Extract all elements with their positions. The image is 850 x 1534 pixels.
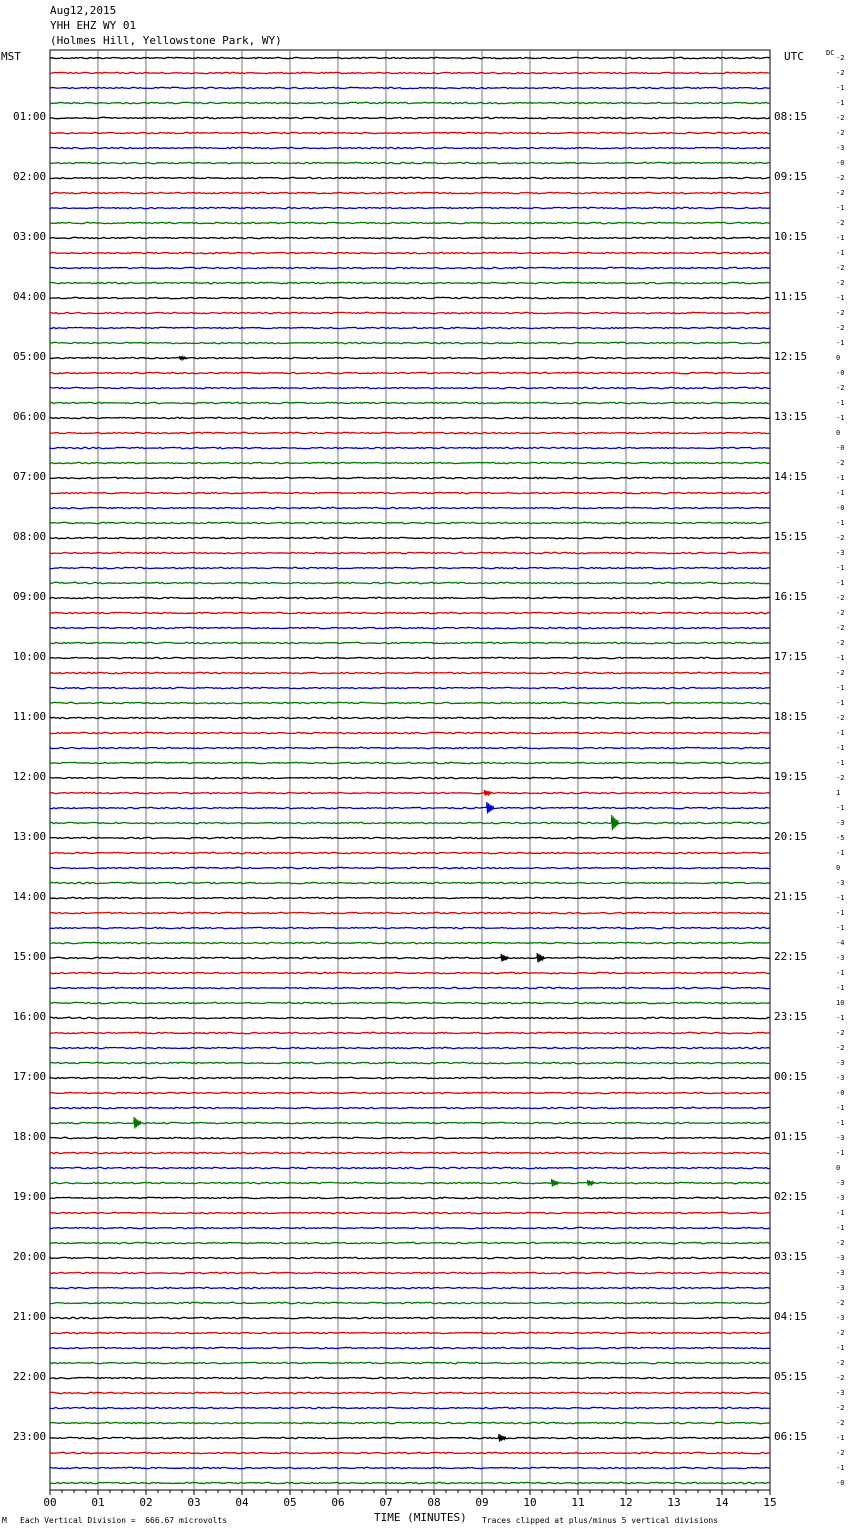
dc-offset-label: -3: [836, 1194, 845, 1202]
trace-line: [50, 1452, 770, 1453]
trace-line: [50, 1122, 770, 1123]
trace-line: [50, 1197, 770, 1198]
left-hour-label: 11:00: [13, 710, 47, 723]
header-location: (Holmes Hill, Yellowstone Park, WY): [50, 34, 282, 47]
dc-offset-label: -2: [836, 534, 845, 542]
dc-offset-label: -3: [836, 1284, 845, 1292]
trace-line: [50, 432, 770, 433]
trace-line: [50, 1182, 770, 1183]
right-hour-label: 15:15: [774, 530, 808, 543]
right-hour-label: 19:15: [774, 770, 808, 783]
dc-offset-label: -2: [836, 174, 845, 182]
dc-offset-label: -2: [836, 279, 845, 287]
x-tick-label: 15: [763, 1496, 777, 1509]
trace-line: [50, 477, 770, 478]
dc-offset-label: -1: [836, 729, 845, 737]
trace-line: [50, 147, 770, 148]
dc-offset-label: -3: [836, 819, 845, 827]
trace-line: [50, 1167, 770, 1168]
left-hour-label: 06:00: [13, 410, 47, 423]
trace-line: [50, 777, 770, 778]
dc-offset-label: -2: [836, 1419, 845, 1427]
trace-line: [50, 1287, 770, 1288]
dc-offset-label: -2: [836, 264, 845, 272]
dc-offset-label: -1: [836, 99, 845, 107]
dc-offset-label: -5: [836, 834, 845, 842]
dc-offset-label: -1: [836, 654, 845, 662]
dc-offset-label: -1: [836, 684, 845, 692]
left-hour-label: 22:00: [13, 1370, 47, 1383]
dc-offset-label: -2: [836, 1044, 845, 1052]
dc-offset-label: -2: [836, 324, 845, 332]
dc-offset-label: -1: [836, 204, 845, 212]
dc-offset-label: 0: [836, 1164, 841, 1172]
trace-line: [50, 1362, 770, 1363]
dc-offset-label: -2: [836, 1029, 845, 1037]
x-tick-label: 09: [475, 1496, 489, 1509]
dc-offset-label: -2: [836, 594, 845, 602]
right-hour-label: 18:15: [774, 710, 808, 723]
right-hour-label: 02:15: [774, 1190, 808, 1203]
trace-line: [50, 1422, 770, 1423]
trace-line: [50, 387, 770, 388]
dc-offset-label: -2: [836, 639, 845, 647]
dc-offset-label: 0: [836, 429, 841, 437]
left-hour-label: 20:00: [13, 1250, 47, 1263]
trace-line: [50, 1227, 770, 1228]
trace-line: [50, 222, 770, 223]
trace-line: [50, 507, 770, 508]
right-hour-label: 03:15: [774, 1250, 808, 1263]
dc-offset-label: -3: [836, 1254, 845, 1262]
dc-offset-label: -1: [836, 294, 845, 302]
trace-line: [50, 87, 770, 88]
trace-line: [50, 1107, 770, 1108]
trace-line: [50, 1152, 770, 1153]
trace-line: [50, 1062, 770, 1063]
dc-offset-label: -1: [836, 759, 845, 767]
right-hour-label: 12:15: [774, 350, 808, 363]
seismic-event: [499, 1434, 506, 1442]
dc-offset-label: -2: [836, 1239, 845, 1247]
trace-line: [50, 1392, 770, 1393]
trace-line: [50, 822, 770, 823]
dc-offset-label: -2: [836, 1299, 845, 1307]
trace-line: [50, 702, 770, 703]
dc-offset-label: -1: [836, 489, 845, 497]
trace-line: [50, 1482, 770, 1483]
trace-line: [50, 1212, 770, 1213]
x-tick-label: 12: [619, 1496, 633, 1509]
trace-line: [50, 1242, 770, 1243]
trace-line: [50, 1467, 770, 1468]
dc-offset-label: -1: [836, 804, 845, 812]
dc-offset-label: -1: [836, 1464, 845, 1472]
trace-line: [50, 1437, 770, 1438]
x-tick-label: 06: [331, 1496, 345, 1509]
trace-line: [50, 57, 770, 58]
trace-line: [50, 1017, 770, 1018]
dc-label: DC: [826, 49, 835, 57]
left-hour-label: 05:00: [13, 350, 47, 363]
dc-offset-label: -2: [836, 54, 845, 62]
trace-line: [50, 552, 770, 553]
dc-offset-label: -1: [836, 519, 845, 527]
dc-offset-label: -1: [836, 339, 845, 347]
dc-offset-label: -2: [836, 129, 845, 137]
dc-offset-label: -1: [836, 414, 845, 422]
left-hour-label: 14:00: [13, 890, 47, 903]
trace-line: [50, 672, 770, 673]
right-hour-label: 13:15: [774, 410, 808, 423]
trace-line: [50, 1137, 770, 1138]
dc-offset-label: -2: [836, 1404, 845, 1412]
dc-offset-label: -1: [836, 234, 845, 242]
seismic-event: [487, 802, 494, 813]
x-tick-label: 14: [715, 1496, 729, 1509]
trace-line: [50, 522, 770, 523]
trace-line: [50, 1377, 770, 1378]
scale-note: Each Vertical Division = 666.67 microvolts: [20, 1516, 228, 1525]
trace-line: [50, 402, 770, 403]
trace-line: [50, 642, 770, 643]
x-tick-label: 13: [667, 1496, 681, 1509]
right-hour-label: 16:15: [774, 590, 808, 603]
x-tick-label: 02: [139, 1496, 153, 1509]
trace-line: [50, 372, 770, 373]
seismic-event: [552, 1179, 559, 1187]
dc-offset-label: -0: [836, 1089, 845, 1097]
trace-line: [50, 927, 770, 928]
trace-line: [50, 912, 770, 913]
trace-line: [50, 1407, 770, 1408]
dc-offset-label: -2: [836, 1329, 845, 1337]
right-hour-label: 23:15: [774, 1010, 808, 1023]
corner-mark: М: [2, 1516, 7, 1525]
x-tick-label: 07: [379, 1496, 393, 1509]
right-hour-label: 08:15: [774, 110, 808, 123]
seismic-event: [537, 953, 544, 963]
trace-line: [50, 882, 770, 883]
trace-line: [50, 762, 770, 763]
dc-offset-label: -1: [836, 399, 845, 407]
trace-line: [50, 1092, 770, 1093]
dc-offset-label: -1: [836, 564, 845, 572]
dc-offset-label: 0: [836, 354, 841, 362]
dc-offset-label: -1: [836, 579, 845, 587]
trace-line: [50, 192, 770, 193]
trace-line: [50, 1077, 770, 1078]
left-hour-label: 21:00: [13, 1310, 47, 1323]
trace-line: [50, 177, 770, 178]
trace-line: [50, 852, 770, 853]
dc-offset-label: 0: [836, 864, 841, 872]
right-hour-label: 04:15: [774, 1310, 808, 1323]
dc-offset-label: -1: [836, 474, 845, 482]
trace-line: [50, 957, 770, 958]
x-axis-title: TIME (MINUTES): [374, 1511, 467, 1524]
dc-offset-label: -1: [836, 699, 845, 707]
trace-line: [50, 1002, 770, 1003]
dc-offset-label: -1: [836, 1119, 845, 1127]
trace-line: [50, 837, 770, 838]
left-hour-label: 12:00: [13, 770, 47, 783]
dc-offset-label: -3: [836, 1074, 845, 1082]
dc-offset-label: -1: [836, 924, 845, 932]
right-hour-label: 05:15: [774, 1370, 808, 1383]
trace-line: [50, 207, 770, 208]
trace-line: [50, 462, 770, 463]
x-tick-label: 00: [43, 1496, 57, 1509]
trace-line: [50, 987, 770, 988]
dc-offset-label: -3: [836, 144, 845, 152]
trace-line: [50, 102, 770, 103]
left-hour-label: 04:00: [13, 290, 47, 303]
right-hour-label: 22:15: [774, 950, 808, 963]
dc-offset-label: -1: [836, 909, 845, 917]
dc-offset-label: -3: [836, 1389, 845, 1397]
dc-offset-label: -3: [836, 879, 845, 887]
left-hour-label: 18:00: [13, 1130, 47, 1143]
dc-offset-label: 10: [836, 999, 845, 1007]
trace-line: [50, 237, 770, 238]
dc-offset-label: -2: [836, 69, 845, 77]
x-tick-label: 03: [187, 1496, 201, 1509]
clip-note: Traces clipped at plus/minus 5 vertical divisions: [482, 1516, 719, 1525]
header-station: YHH EHZ WY 01: [50, 19, 137, 32]
x-tick-label: 04: [235, 1496, 249, 1509]
dc-offset-label: -3: [836, 1134, 845, 1142]
x-tick-label: 08: [427, 1496, 441, 1509]
trace-line: [50, 747, 770, 748]
right-hour-label: 11:15: [774, 290, 808, 303]
trace-line: [50, 117, 770, 118]
left-hour-label: 19:00: [13, 1190, 47, 1203]
right-hour-label: 21:15: [774, 890, 808, 903]
dc-offset-label: -1: [836, 1149, 845, 1157]
trace-line: [50, 1047, 770, 1048]
trace-line: [50, 567, 770, 568]
trace-line: [50, 612, 770, 613]
dc-offset-label: -3: [836, 1269, 845, 1277]
dc-offset-label: -1: [836, 1224, 845, 1232]
dc-offset-label: -3: [836, 1314, 845, 1322]
dc-offset-label: -2: [836, 1359, 845, 1367]
dc-offset-label: -2: [836, 609, 845, 617]
right-hour-label: 00:15: [774, 1070, 808, 1083]
left-hour-label: 02:00: [13, 170, 47, 183]
dc-offset-label: -1: [836, 1434, 845, 1442]
left-hour-label: 23:00: [13, 1430, 47, 1443]
left-hour-label: 07:00: [13, 470, 47, 483]
trace-line: [50, 1032, 770, 1033]
trace-line: [50, 447, 770, 448]
right-hour-label: 06:15: [774, 1430, 808, 1443]
dc-offset-label: -0: [836, 369, 845, 377]
seismic-event: [484, 790, 491, 796]
dc-offset-label: -1: [836, 969, 845, 977]
dc-offset-label: -2: [836, 774, 845, 782]
trace-line: [50, 1257, 770, 1258]
left-hour-label: 15:00: [13, 950, 47, 963]
seismic-event: [134, 1117, 141, 1128]
dc-offset-label: -3: [836, 1179, 845, 1187]
trace-line: [50, 1347, 770, 1348]
trace-line: [50, 1302, 770, 1303]
header-date: Aug12,2015: [50, 4, 117, 17]
dc-offset-label: -3: [836, 549, 845, 557]
dc-offset-label: -0: [836, 159, 845, 167]
right-hour-label: 20:15: [774, 830, 808, 843]
dc-offset-label: -0: [836, 504, 845, 512]
left-hour-label: 17:00: [13, 1070, 47, 1083]
dc-offset-label: -1: [836, 744, 845, 752]
trace-line: [50, 627, 770, 628]
x-tick-label: 05: [283, 1496, 297, 1509]
dc-offset-label: -1: [836, 1104, 845, 1112]
dc-offset-label: -2: [836, 624, 845, 632]
seismic-event: [612, 815, 619, 830]
trace-line: [50, 492, 770, 493]
dc-offset-label: -1: [836, 84, 845, 92]
dc-offset-label: -2: [836, 1374, 845, 1382]
dc-offset-label: 1: [836, 789, 841, 797]
dc-offset-label: -1: [836, 849, 845, 857]
left-hour-label: 01:00: [13, 110, 47, 123]
trace-line: [50, 342, 770, 343]
left-hour-label: 08:00: [13, 530, 47, 543]
x-tick-label: 01: [91, 1496, 105, 1509]
trace-line: [50, 312, 770, 313]
dc-offset-label: -2: [836, 189, 845, 197]
dc-offset-label: -2: [836, 669, 845, 677]
trace-line: [50, 357, 770, 358]
trace-line: [50, 537, 770, 538]
dc-offset-label: -3: [836, 954, 845, 962]
seismic-event: [501, 954, 508, 962]
dc-offset-label: -0: [836, 444, 845, 452]
dc-offset-label: -1: [836, 894, 845, 902]
trace-line: [50, 162, 770, 163]
left-hour-label: 10:00: [13, 650, 47, 663]
seismic-event: [588, 1180, 595, 1186]
trace-line: [50, 282, 770, 283]
x-tick-label: 10: [523, 1496, 537, 1509]
dc-offset-label: -4: [836, 939, 845, 947]
trace-line: [50, 267, 770, 268]
trace-line: [50, 417, 770, 418]
dc-offset-label: -1: [836, 1014, 845, 1022]
left-hour-label: 03:00: [13, 230, 47, 243]
trace-line: [50, 717, 770, 718]
left-hour-label: 09:00: [13, 590, 47, 603]
dc-offset-label: -2: [836, 459, 845, 467]
trace-line: [50, 582, 770, 583]
trace-line: [50, 1332, 770, 1333]
trace-line: [50, 792, 770, 793]
trace-line: [50, 132, 770, 133]
trace-line: [50, 72, 770, 73]
left-hour-label: 13:00: [13, 830, 47, 843]
trace-line: [50, 897, 770, 898]
seismic-event: [180, 356, 187, 360]
trace-line: [50, 732, 770, 733]
trace-line: [50, 657, 770, 658]
dc-offset-label: -1: [836, 1344, 845, 1352]
trace-line: [50, 597, 770, 598]
trace-line: [50, 252, 770, 253]
trace-line: [50, 687, 770, 688]
right-hour-label: 09:15: [774, 170, 808, 183]
dc-offset-label: -2: [836, 114, 845, 122]
right-hour-label: 17:15: [774, 650, 808, 663]
trace-line: [50, 1317, 770, 1318]
dc-offset-label: -2: [836, 714, 845, 722]
dc-offset-label: -1: [836, 984, 845, 992]
left-hour-label: 16:00: [13, 1010, 47, 1023]
dc-offset-label: -0: [836, 1479, 845, 1487]
trace-line: [50, 867, 770, 868]
right-hour-label: 14:15: [774, 470, 808, 483]
trace-line: [50, 807, 770, 808]
dc-offset-label: -2: [836, 219, 845, 227]
trace-line: [50, 327, 770, 328]
left-timezone-label: MST: [1, 50, 21, 63]
dc-offset-label: -3: [836, 1059, 845, 1067]
dc-offset-label: -2: [836, 309, 845, 317]
dc-offset-label: -2: [836, 384, 845, 392]
right-timezone-label: UTC: [784, 50, 804, 63]
trace-line: [50, 297, 770, 298]
right-hour-label: 10:15: [774, 230, 808, 243]
right-hour-label: 01:15: [774, 1130, 808, 1143]
dc-offset-label: -2: [836, 1449, 845, 1457]
dc-offset-label: -1: [836, 1209, 845, 1217]
trace-line: [50, 972, 770, 973]
trace-line: [50, 1272, 770, 1273]
trace-line: [50, 942, 770, 943]
dc-offset-label: -1: [836, 249, 845, 257]
x-tick-label: 11: [571, 1496, 585, 1509]
